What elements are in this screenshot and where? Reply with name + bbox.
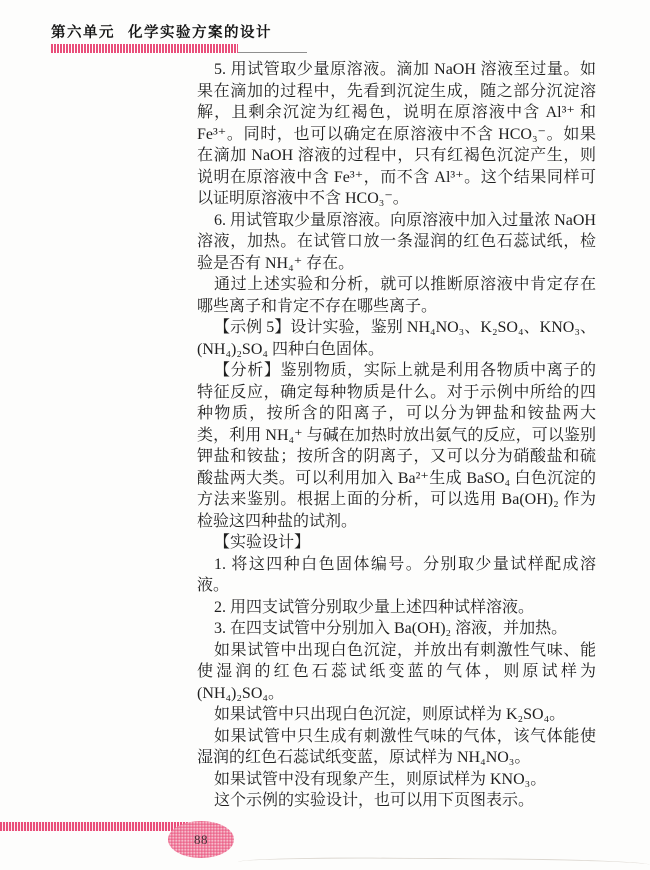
footer-accent-bar xyxy=(0,822,188,831)
paragraph-example5: 【示例 5】设计实验，鉴别 NH₄NO₃、K₂SO₄、KNO₃、(NH₄)₂SO₄ 四种白色固体。 xyxy=(197,319,596,358)
paragraph-result-kno3: 如果试管中没有现象产生，则原试样为 KNO₃。 xyxy=(214,770,547,788)
chapter-title: 化学实验方案的设计 xyxy=(128,25,272,41)
paragraph-conclusion: 通过上述实验和分析，就可以推断原溶液中肯定存在哪些离子和肯定不存在哪些离子。 xyxy=(197,276,596,315)
paragraph-design-step1: 1. 将这四种白色固体编号。分别取少量试样配成溶液。 xyxy=(197,555,596,594)
paragraph-design-step3: 3. 在四支试管中分别加入 Ba(OH)₂ 溶液，并加热。 xyxy=(214,620,568,637)
paragraph-analysis: 【分析】鉴别物质，实际上就是利用各物质中离子的特征反应，确定每种物质是什么。对于示例中所给的四种物质，按所含的阳离子，可以分为钾盐和铵盐两大类，利用 NH₄⁺ 与碱在加热时放出氨气的反应，可以鉴别钾盐和铵盐；按所含的阴离子，又可以分为硝酸盐和硫酸盐两大类。可以利用加入 Ba²⁺生成 BaSO₄ 白色沉淀的方法来鉴别。根据上面的分析，可以选用 Ba(OH)₂ 作为检验这四种盐的试剂。 xyxy=(197,362,596,530)
page-number: 88 xyxy=(194,831,208,847)
paragraph-result-nh4no3: 如果试管中只生成有刺激性气味的气体，该气体能使湿润的红色石蕊试纸变蓝，原试样为 NH₄NO₃。 xyxy=(197,727,596,766)
paragraph-see-next-page: 这个示例的实验设计，也可以用下页图表示。 xyxy=(214,792,535,809)
page-header-title xyxy=(51,21,272,42)
paragraph-step6: 6. 用试管取少量原溶液。向原溶液中加入过量浓 NaOH 溶液，加热。在试管口放一条湿润的红色石蕊试纸，检验是否有 NH₄⁺ 存在。 xyxy=(197,211,596,272)
paragraph-step5: 5. 用试管取少量原溶液。滴加 NaOH 溶液至过量。如果在滴加的过程中，先看到沉淀生成，随之部分沉淀溶解，且剩余沉淀为红褐色，说明在原溶液中含 Al³⁺ 和 Fe³⁺。同时，也可以确定在原溶液中不含 HCO₃⁻。如果在滴加 NaOH 溶液的过程中，只有红褐色沉淀产生，则说明在原溶液中含 Fe³⁺，而不含 Al³⁺。这个结果同样可以证明原溶液中不含 HCO₃⁻。 xyxy=(197,61,596,207)
page-curl-line xyxy=(238,857,650,870)
page-number-badge xyxy=(168,821,234,858)
paragraph-design-heading: 【实验设计】 xyxy=(214,534,311,551)
unit-label: 第六单元 xyxy=(51,25,115,41)
header-accent-bar xyxy=(51,44,238,53)
paragraph-design-step2: 2. 用四支试管分别取少量上述四种试样溶液。 xyxy=(214,598,535,616)
paragraph-result-k2so4: 如果试管中只出现白色沉淀，则原试样为 K₂SO₄。 xyxy=(214,706,566,723)
page-body xyxy=(197,59,596,812)
paragraph-result-nh4so4: 如果试管中出现白色沉淀，并放出有刺激性气味、能使湿润的红色石蕊试纸变蓝的气体，则原试样为(NH₄)₂SO₄。 xyxy=(197,641,596,702)
